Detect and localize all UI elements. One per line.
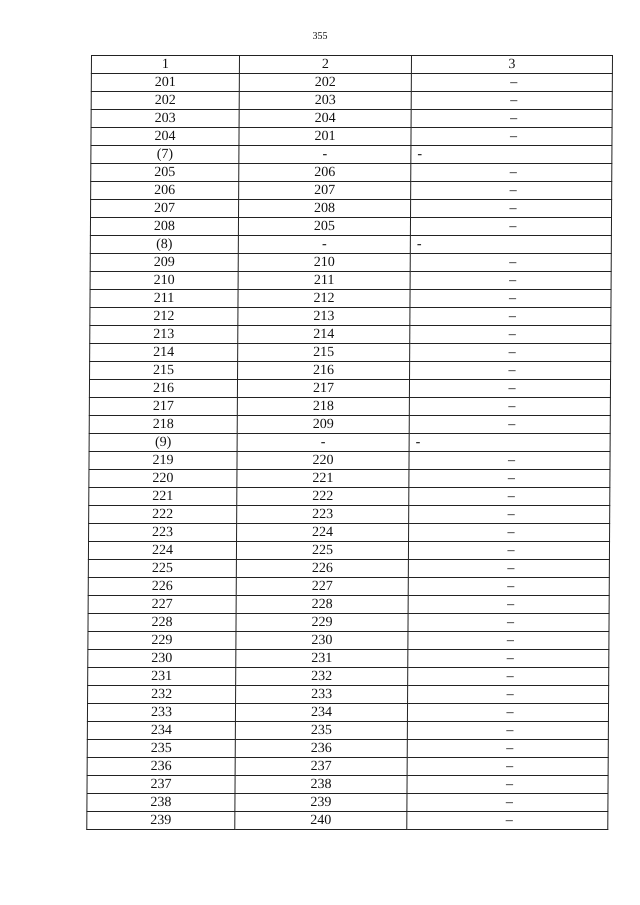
table-row (87, 740, 608, 758)
table-cell-col-3 (411, 182, 612, 200)
table-section-row (90, 236, 611, 254)
table-cell-col-3 (408, 632, 609, 650)
table-cell-col-2: 239 (235, 794, 407, 812)
table-cell-col-1: 226 (88, 578, 236, 596)
table-row (90, 218, 611, 236)
header-cell-3: 3 (411, 56, 612, 74)
table-cell-col-3 (411, 110, 612, 128)
table-row (91, 164, 612, 182)
table-cell-col-2: 215 (238, 344, 410, 362)
dash-value: – (507, 579, 515, 594)
table-row (88, 650, 609, 668)
table-cell-col-3 (407, 776, 608, 794)
table-cell-col-2: 231 (236, 650, 408, 668)
table-cell-col-2: 235 (235, 722, 407, 740)
table-cell-col-1: 239 (87, 812, 235, 830)
table-cell-col-2: 229 (236, 614, 408, 632)
dash-value: – (507, 543, 515, 558)
table-row (87, 722, 608, 740)
table-cell-col-1: 217 (89, 398, 237, 416)
table-section-row (91, 146, 612, 164)
table-cell-col-2: 237 (235, 758, 407, 776)
table-cell-col-3 (409, 416, 610, 434)
table-cell-col-3 (408, 650, 609, 668)
table-cell-col-1: (8) (90, 236, 238, 254)
table-cell-col-1: (7) (91, 146, 239, 164)
table-cell-col-2: 209 (237, 416, 409, 434)
dash-value: – (507, 471, 515, 486)
table-cell-col-2: 211 (238, 272, 410, 290)
table-row (87, 776, 608, 794)
table-cell-col-1: 225 (88, 560, 236, 578)
data-table (86, 55, 613, 830)
table-cell-col-3 (409, 470, 610, 488)
table-cell-col-2: 205 (238, 218, 410, 236)
table-cell-col-1: 204 (91, 128, 239, 146)
table-row (87, 758, 608, 776)
table-cell-col-3 (410, 326, 611, 344)
table-cell-col-3 (411, 128, 612, 146)
table-cell-col-1: 235 (87, 740, 235, 758)
table-cell-col-3 (408, 614, 609, 632)
dash-value: – (508, 381, 516, 396)
table-row (90, 308, 611, 326)
table-cell-col-3 (408, 686, 609, 704)
table-cell-col-3 (409, 398, 610, 416)
table-cell-col-2: 206 (239, 164, 411, 182)
table-cell-col-2: 207 (239, 182, 411, 200)
dash-value: – (507, 453, 516, 468)
table-cell-col-3 (411, 74, 612, 92)
dash-value: – (507, 507, 515, 522)
table-header-row (91, 56, 612, 74)
table-cell-col-3 (408, 668, 609, 686)
dash-value: – (505, 795, 513, 810)
table-cell-col-3: - (410, 236, 611, 254)
table-row (88, 632, 609, 650)
table-row (89, 416, 610, 434)
table-cell-col-2: 223 (237, 506, 409, 524)
table-cell-col-3: - (411, 146, 612, 164)
dash-value: – (508, 345, 516, 360)
table-cell-col-1: 209 (90, 254, 238, 272)
table-row (90, 344, 611, 362)
table-cell-col-2: 222 (237, 488, 409, 506)
table-cell-col-2: 212 (238, 290, 410, 308)
table-cell-col-1: 215 (90, 362, 238, 380)
table-cell-col-3 (410, 362, 611, 380)
table-cell-col-1: 236 (87, 758, 235, 776)
dash-value: – (508, 363, 516, 378)
table-cell-col-1: 205 (91, 164, 239, 182)
table-row (88, 578, 609, 596)
table-cell-col-1: 214 (90, 344, 238, 362)
table-cell-col-3 (410, 272, 611, 290)
table-cell-col-1: 238 (87, 794, 235, 812)
table-cell-col-1: 237 (87, 776, 235, 794)
table-cell-col-1: 208 (90, 218, 238, 236)
dash-value: – (509, 219, 517, 234)
dash-value: – (508, 399, 516, 414)
table-cell-col-2: 240 (235, 812, 407, 830)
table-cell-col-2: 234 (235, 704, 407, 722)
table-row (90, 272, 611, 290)
table-row (89, 452, 610, 470)
table-cell-col-3 (409, 506, 610, 524)
table-cell-col-1: 231 (88, 668, 236, 686)
table-cell-col-3 (410, 308, 611, 326)
table-row (90, 290, 611, 308)
table-cell-col-1: 233 (87, 704, 235, 722)
header-cell-2: 2 (239, 56, 411, 74)
table-row (91, 74, 612, 92)
table-cell-col-1: 234 (87, 722, 235, 740)
dash-value: – (508, 327, 516, 342)
table-cell-col-3 (408, 578, 609, 596)
table-row (90, 254, 611, 272)
table-cell-col-1: 223 (89, 524, 237, 542)
dash-value: – (507, 489, 515, 504)
table-row (88, 560, 609, 578)
table-cell-col-3 (409, 380, 610, 398)
table-cell-col-2: 208 (239, 200, 411, 218)
table-cell-col-3 (408, 560, 609, 578)
table-cell-col-3 (409, 452, 610, 470)
dash-value: – (509, 165, 517, 180)
table-row (89, 488, 610, 506)
table-cell-col-1: 222 (89, 506, 237, 524)
table-cell-col-1: 218 (89, 416, 237, 434)
table-row (91, 110, 612, 128)
table-cell-col-3 (407, 794, 608, 812)
table-cell-col-2: 228 (236, 596, 408, 614)
dash-value: – (509, 255, 517, 270)
table-row (91, 200, 612, 218)
table-row (88, 542, 609, 560)
dash-value: – (506, 741, 514, 756)
table-cell-col-2: 221 (237, 470, 409, 488)
table-cell-col-3 (407, 740, 608, 758)
table-cell-col-2: 224 (237, 524, 409, 542)
header-cell-1: 1 (91, 56, 239, 74)
table-cell-col-2: 201 (239, 128, 411, 146)
table-cell-col-2: 216 (238, 362, 410, 380)
table-cell-col-1: 230 (88, 650, 236, 668)
dash-value: – (507, 597, 515, 612)
table-cell-col-2: 210 (238, 254, 410, 272)
table-cell-col-1: 201 (91, 74, 239, 92)
table-cell-col-1: 203 (91, 110, 239, 128)
dash-value: – (508, 309, 516, 324)
table-cell-col-3 (411, 200, 612, 218)
table-cell-col-3: - (409, 434, 610, 452)
table-cell-col-1: 216 (89, 380, 237, 398)
table-body (87, 74, 613, 830)
table-row (88, 614, 609, 632)
table-cell-col-3 (409, 488, 610, 506)
table-cell-col-2: 230 (236, 632, 408, 650)
table-cell-col-1: 213 (90, 326, 238, 344)
dash-value: – (509, 273, 517, 288)
table-cell-col-2: 225 (236, 542, 408, 560)
table-cell-col-2: 213 (238, 308, 410, 326)
table-cell-col-2: - (238, 236, 410, 254)
dash-value: – (506, 759, 514, 774)
dash-value: – (506, 723, 514, 738)
table-cell-col-2: - (239, 146, 411, 164)
table-cell-col-2: 202 (239, 74, 411, 92)
dash-value: – (506, 615, 515, 630)
dash-value: – (508, 291, 517, 306)
dash-value: – (508, 417, 516, 432)
table-cell-col-3 (410, 254, 611, 272)
table-cell-col-2: 236 (235, 740, 407, 758)
table-cell-col-3 (410, 290, 611, 308)
table-row (91, 182, 612, 200)
table-cell-col-1: 229 (88, 632, 236, 650)
table-cell-col-1: 232 (88, 686, 236, 704)
dash-value: – (505, 777, 514, 792)
table-cell-col-3 (407, 722, 608, 740)
table-cell-col-1: 207 (91, 200, 239, 218)
table-cell-col-1: 228 (88, 614, 236, 632)
table-cell-col-1: 212 (90, 308, 238, 326)
table-row (87, 812, 608, 830)
table-cell-col-2: 227 (236, 578, 408, 596)
table-cell-col-3 (409, 524, 610, 542)
dash-value: – (506, 705, 514, 720)
table-cell-col-1: 211 (90, 290, 238, 308)
table-cell-col-2: 226 (236, 560, 408, 578)
table-cell-col-1: 227 (88, 596, 236, 614)
table-row (91, 128, 612, 146)
table-cell-col-2: 204 (239, 110, 411, 128)
page-number: 355 (312, 31, 328, 42)
table-cell-col-2: 232 (236, 668, 408, 686)
table-cell-col-1: 219 (89, 452, 237, 470)
table-row (87, 794, 608, 812)
table-cell-col-2: 203 (239, 92, 411, 110)
table-cell-col-3 (411, 164, 612, 182)
table-row (88, 686, 609, 704)
table-cell-col-3 (410, 218, 611, 236)
dash-value: – (505, 813, 513, 828)
dash-value: – (510, 93, 518, 108)
table-row (89, 470, 610, 488)
dash-value: – (509, 201, 517, 216)
table-cell-col-2: - (237, 434, 409, 452)
table-cell-col-3 (410, 344, 611, 362)
table-cell-col-1: 206 (91, 182, 239, 200)
table-cell-col-2: 233 (236, 686, 408, 704)
table-cell-col-3 (408, 542, 609, 560)
table-cell-col-3 (407, 812, 608, 830)
table-row (88, 668, 609, 686)
dash-value: – (506, 651, 514, 666)
table-cell-col-1: 224 (88, 542, 236, 560)
table-row (89, 524, 610, 542)
table-cell-col-1: 221 (89, 488, 237, 506)
table-cell-col-1: 220 (89, 470, 237, 488)
table-row (89, 398, 610, 416)
table-row (91, 92, 612, 110)
table-cell-col-1: (9) (89, 434, 237, 452)
table-row (88, 596, 609, 614)
table-row (90, 362, 611, 380)
dash-value: – (507, 561, 515, 576)
table-cell-col-2: 238 (235, 776, 407, 794)
table-row (87, 704, 608, 722)
table-cell-col-1: 210 (90, 272, 238, 290)
dash-value: – (506, 669, 514, 684)
table-cell-col-1: 202 (91, 92, 239, 110)
table-cell-col-3 (407, 704, 608, 722)
table-cell-col-3 (408, 596, 609, 614)
table-cell-col-3 (411, 92, 612, 110)
table-cell-col-2: 218 (237, 398, 409, 416)
dash-value: – (509, 129, 518, 144)
table-cell-col-2: 217 (237, 380, 409, 398)
dash-value: – (506, 687, 514, 702)
dash-value: – (507, 525, 515, 540)
dash-value: – (510, 111, 518, 126)
dash-value: – (509, 183, 517, 198)
table-row (90, 326, 611, 344)
table-section-row (89, 434, 610, 452)
table-row (89, 380, 610, 398)
table-row (89, 506, 610, 524)
table-cell-col-3 (407, 758, 608, 776)
table-cell-col-2: 220 (237, 452, 409, 470)
table-cell-col-2: 214 (238, 326, 410, 344)
dash-value: – (506, 633, 514, 648)
dash-value: – (510, 75, 518, 90)
